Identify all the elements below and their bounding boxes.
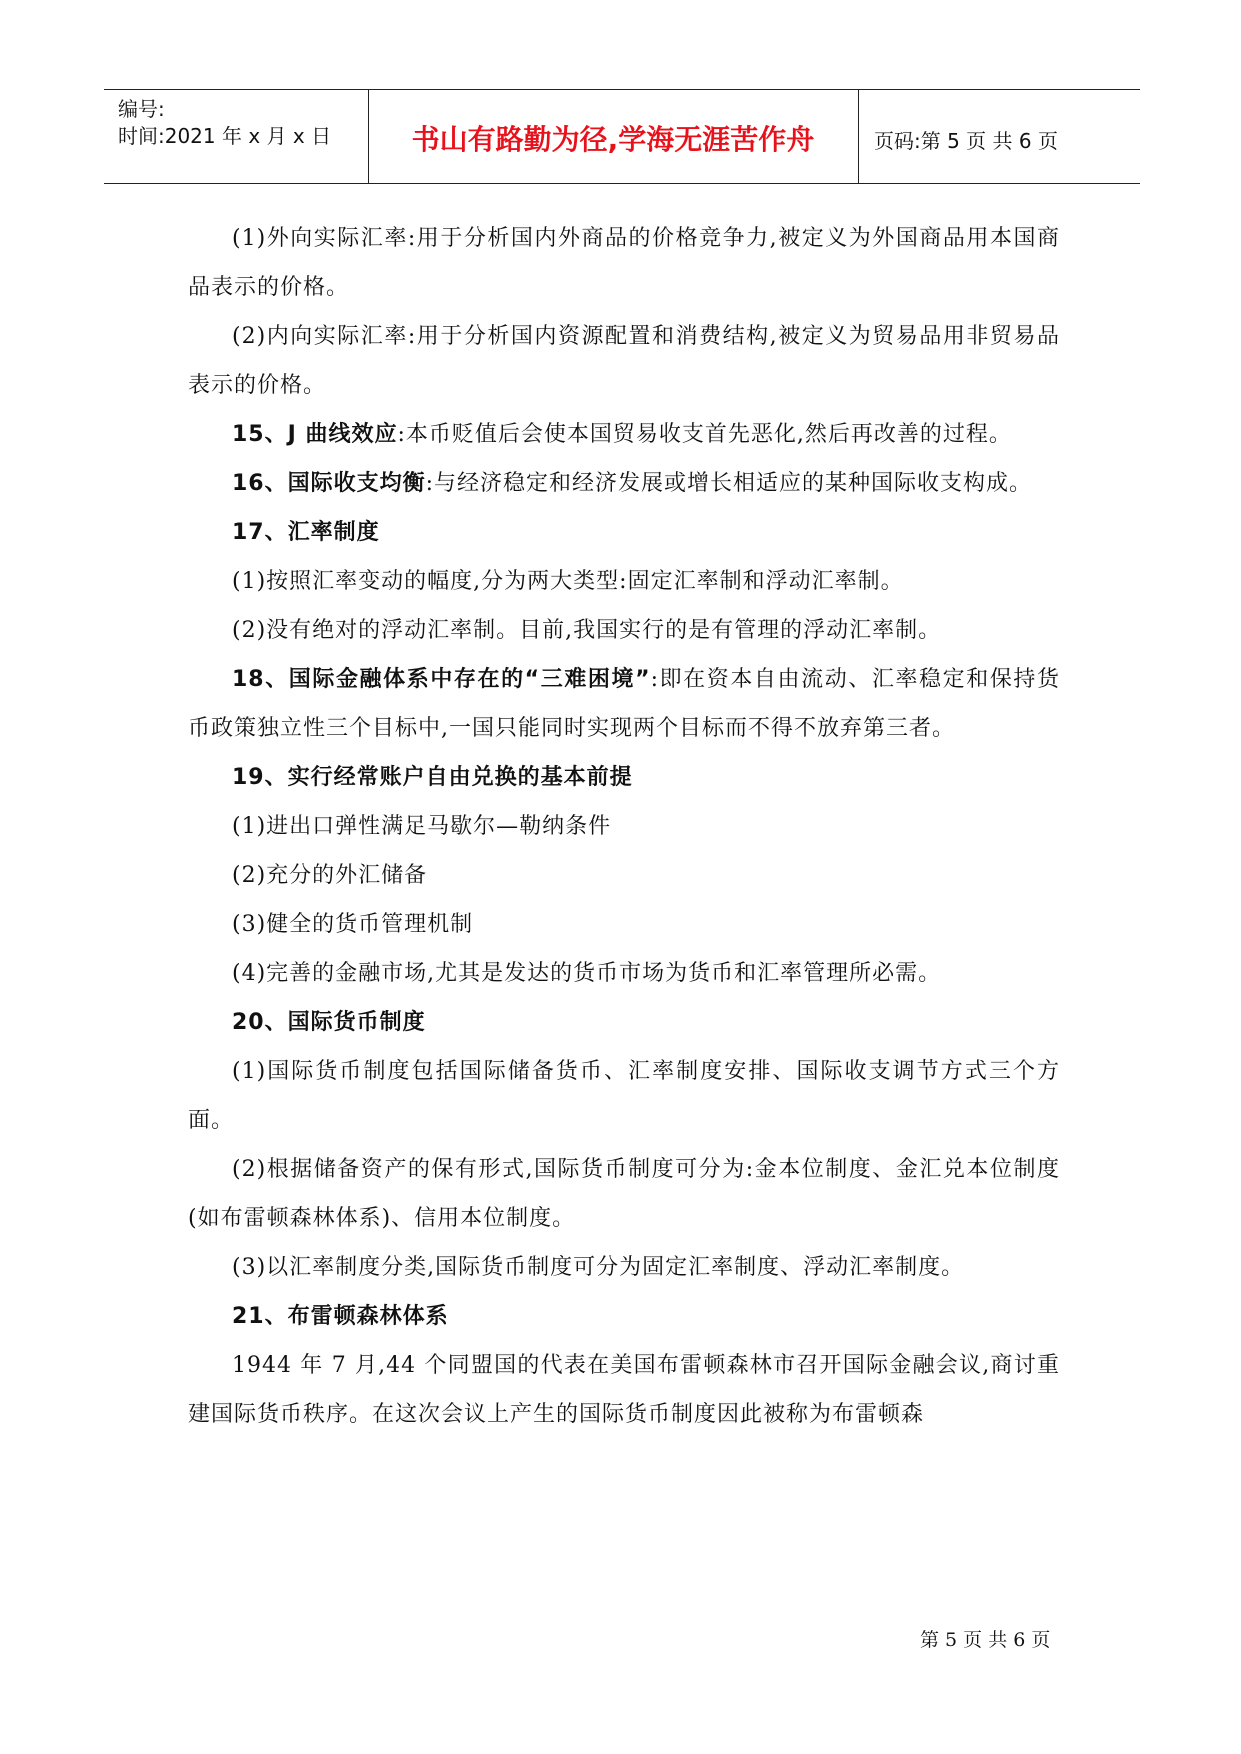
document-time-label: 时间:2021 年 x 月 x 日 [118,124,332,148]
paragraph: (1)按照汇率变动的幅度,分为两大类型:固定汇率制和浮动汇率制。 [232,569,904,594]
term-label: 18、国际金融体系中存在的“三难困境” [232,667,651,692]
paragraph: (2)充分的外汇储备 [232,863,428,888]
paragraph: (3)健全的货币管理机制 [232,912,474,937]
page-header [104,89,1140,184]
header-info-cell [104,90,369,183]
term-definition: :即在资本自由流动、汇率稳定和保持货币政策独立性三个目标中,一国只能同时实现两个目标而不得不放弃第三者。 [188,667,1060,741]
term-definition: :与经济稳定和经济发展或增长相适应的某种国际收支构成。 [425,471,1033,496]
definition-paragraph [188,655,1060,753]
paragraph: (1)国际货币制度包括国际储备货币、汇率制度安排、国际收支调节方式三个方面。 [188,1059,1060,1133]
header-motto: 书山有路勤为径,学海无涯苦作舟 [411,123,815,156]
term-label: 16、国际收支均衡 [232,471,426,496]
paragraph: (2)内向实际汇率:用于分析国内资源配置和消费结构,被定义为贸易品用非贸易品表示的价格。 [188,324,1060,398]
paragraph: (1)外向实际汇率:用于分析国内外商品的价格竞争力,被定义为外国商品用本国商品表示的价格。 [188,226,1060,300]
section-heading: 17、汇率制度 [232,520,380,545]
document-body [188,214,1060,1439]
header-page-cell [860,90,1140,183]
definition-paragraph [188,410,1060,459]
paragraph: (2)没有绝对的浮动汇率制。目前,我国实行的是有管理的浮动汇率制。 [232,618,942,643]
term-label: 15、J 曲线效应 [232,422,398,447]
header-motto-cell [368,90,859,183]
section-heading: 19、实行经常账户自由兑换的基本前提 [232,765,633,790]
section-heading: 20、国际货币制度 [232,1010,426,1035]
term-definition: :本币贬值后会使本国贸易收支首先恶化,然后再改善的过程。 [397,422,1012,447]
paragraph: (2)根据储备资产的保有形式,国际货币制度可分为:金本位制度、金汇兑本位制度(如布雷顿森林体系)、信用本位制度。 [188,1157,1060,1231]
header-page-number: 页码:第 5 页 共 6 页 [874,129,1058,153]
paragraph: 1944 年 7 月,44 个同盟国的代表在美国布雷顿森林市召开国际金融会议,商讨重建国际货币秩序。在这次会议上产生的国际货币制度因此被称为布雷顿森 [188,1353,1060,1427]
document-number-label: 编号: [118,97,165,121]
definition-paragraph [188,459,1060,508]
paragraph: (4)完善的金融市场,尤其是发达的货币市场为货币和汇率管理所必需。 [232,961,942,986]
paragraph: (1)进出口弹性满足马歇尔—勒纳条件 [232,814,612,839]
page-footer: 第 5 页 共 6 页 [920,1629,1051,1651]
paragraph: (3)以汇率制度分类,国际货币制度可分为固定汇率制度、浮动汇率制度。 [232,1255,965,1280]
section-heading: 21、布雷顿森林体系 [232,1304,449,1329]
